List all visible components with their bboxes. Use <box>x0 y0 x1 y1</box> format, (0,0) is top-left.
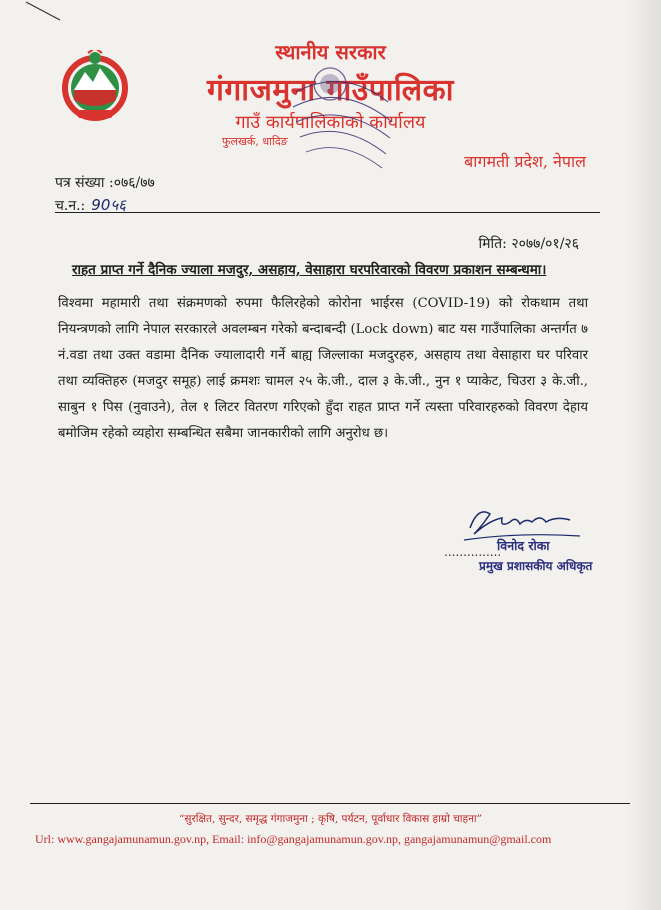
signatory-name: विनोद रोका <box>497 538 550 553</box>
footer-contact: Url: www.gangajamunamun.gov.np, Email: info@gangajamunamun.gov.np, gangajamunamun@gmail.com <box>35 832 552 846</box>
province-line: बागमती प्रदेश, नेपाल <box>464 152 586 171</box>
letter-number-label: पत्र संख्या : <box>55 175 114 191</box>
footer-slogan: “सुरक्षित, सुन्दर, समृद्ध गंगाजमुना ; कृषि, पर्यटन, पूर्वाधार विकास हाम्रो चाहना” <box>178 813 483 825</box>
letter-number-line <box>55 173 155 192</box>
office-stamp-icon <box>288 62 398 182</box>
dispatch-number-value: 90५६ <box>91 196 126 214</box>
municipality-name: गंगाजमुना गाउँपालिका <box>207 73 454 108</box>
signature-dots: ............... <box>444 545 502 559</box>
letter-subject: राहत प्राप्त गर्ने दैनिक ज्याला मजदुर, असहाय, वेसाहारा घरपरिवारको विवरण प्रकाशन सम्बन्धमा। <box>72 262 547 278</box>
letter-date: मिति: २०७७/०१/२६ <box>478 236 579 252</box>
scan-edge-shadow <box>627 0 661 910</box>
footer-divider <box>30 803 630 804</box>
office-location: फुलखर्क, धादिङ <box>222 135 288 148</box>
office-name: गाउँ कार्यपालिकाको कार्यालय <box>235 112 426 133</box>
dispatch-number-label: च.न.: <box>55 198 86 214</box>
signatory-title: प्रमुख प्रशासकीय अधिकृत <box>479 559 593 573</box>
header-divider <box>55 212 600 213</box>
letter-number-value: ०७६/७७ <box>113 175 155 191</box>
scan-corner-mark <box>24 0 64 22</box>
government-level-heading: स्थानीय सरकार <box>275 40 386 64</box>
letter-body: विश्वमा महामारी तथा संक्रमणको रुपमा फैलिरहेको कोरोना भाईरस (COVID-19) को रोकथाम तथा नियन्त्रणको लागि नेपाल सरकारले अवलम्बन गरेको बन्दाबन्दी (Lock down) बाट यस गाउँपालिका अन्तर्गत ७ नं.वडा तथा उक्त वडामा दैनिक ज्यालादारी गर्ने बाह्य जिल्लाका मजदुरहरु, असहाय तथा वेसाहारा घर परिवार तथा व्यक्तिहरु (मजदुर समूह) लाई क्रमशः चामल २५ के.जी., दाल ३ के.जी., नुन १ प्याकेट, चिउरा ३ के.जी., साबुन १ पिस (नुवाउने), तेल १ लिटर वितरण गरिएको हुँदा राहत प्राप्त गर्ने त्यस्ता परिवारहरुको विवरण देहाय बमोजिम रहेको व्यहोरा सम्बन्धित सबैमा जानकारीको लागि अनुरोध छ। <box>58 296 588 441</box>
